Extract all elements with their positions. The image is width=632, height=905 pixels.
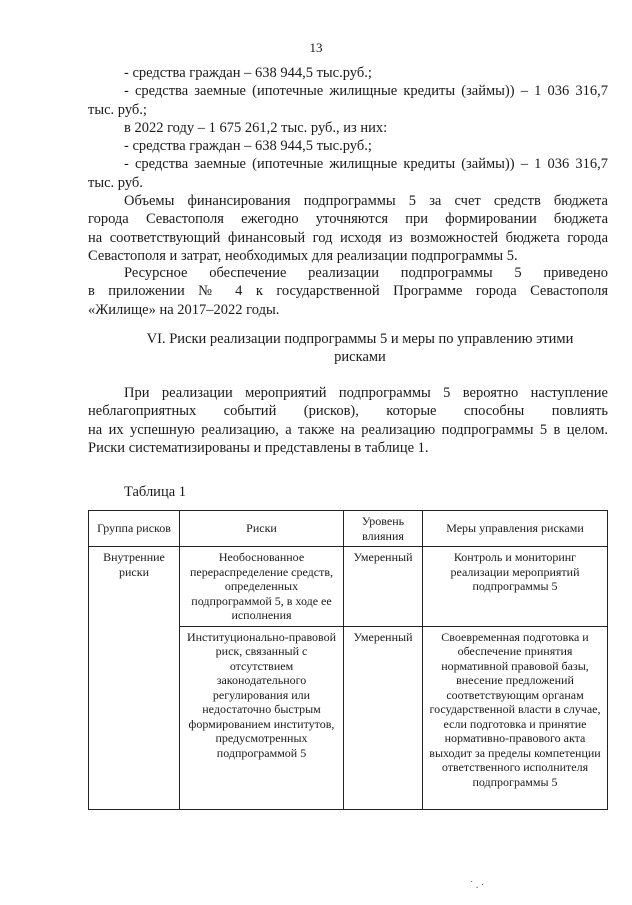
page-number: 13 xyxy=(309,40,323,55)
table-header-row xyxy=(89,511,608,547)
risks-table xyxy=(88,510,608,810)
list-item: в 2022 году – 1 675 261,2 тыс. руб., из них: xyxy=(124,119,388,136)
measures-cell: Своевременная подготовка и обеспечение принятия нормативной правовой базы, внесение предложений соответствующим органам государственной власти в случае, если подготовка и принятие нормативно-правового акта выходит за пределы компетенции ответственного исполнителя подпрограммы 5 xyxy=(423,626,608,809)
list-item: тыс. руб.; xyxy=(88,101,147,118)
paragraph-line: на соответствующий финансовый год исходя из возможностей бюджета города xyxy=(88,229,608,246)
paragraph-line: на их успешную реализацию, а также на реализацию подпрограммы 5 в целом. xyxy=(88,421,608,438)
paragraph-line: города Севастополя ежегодно уточняются при формировании бюджета xyxy=(88,211,608,228)
section-heading xyxy=(100,330,620,367)
paragraph-line: При реализации мероприятий подпрограммы 5 вероятно наступление xyxy=(124,385,608,401)
risk-group-cell: Внутренние риски xyxy=(89,547,180,810)
paragraph-financing xyxy=(88,192,608,265)
header-risks: Риски xyxy=(180,511,344,547)
impact-level-cell: Умеренный xyxy=(344,547,423,627)
risk-cell: Необоснованное перераспределение средств, определенных подпрограммой 5, в ходе ее исполнения xyxy=(180,547,344,627)
paragraph-resources xyxy=(88,264,608,319)
paragraph-line: неблагоприятных событий (рисков), которые способны повлиять xyxy=(88,403,608,420)
impact-level-cell: Умеренный xyxy=(344,626,423,809)
list-item: - средства граждан – 638 944,5 тыс.руб.; xyxy=(124,138,372,155)
paragraph-line: Севастополя и затрат, необходимых для реализации подпрограммы 5. xyxy=(88,247,518,264)
risk-cell: Институционально-правовой риск, связанный с отсутствием законодательного регулирования или недостаточно быстрым формированием институтов, предусмотренных подпрограммой 5 xyxy=(180,626,344,809)
header-risk-group: Группа рисков xyxy=(89,511,180,547)
paragraph-line: Ресурсное обеспечение реализации подпрограммы 5 приведено xyxy=(124,265,608,281)
list-item: - средства заемные (ипотечные жилищные кредиты (займы)) – 1 036 316,7 xyxy=(124,83,608,100)
paragraph-line: Риски систематизированы и представлены в таблице 1. xyxy=(88,439,429,456)
list-item: тыс. руб. xyxy=(88,174,143,191)
table-row xyxy=(89,547,608,627)
scan-specks: ˙ . · xyxy=(470,880,485,891)
paragraph-line: Объемы финансирования подпрограммы 5 за счет средств бюджета xyxy=(124,193,608,209)
heading-line: VI. Риски реализации подпрограммы 5 и меры по управлению этими xyxy=(146,331,574,347)
measures-cell: Контроль и мониторинг реализации мероприятий подпрограммы 5 xyxy=(423,547,608,627)
header-risk-measures: Меры управления рисками xyxy=(423,511,608,547)
paragraph-risks xyxy=(88,384,608,457)
funding-list xyxy=(88,64,608,192)
paragraph-line: в приложении № 4 к государственной Программе города Севастополя xyxy=(88,283,608,300)
header-impact-level: Уровень влияния xyxy=(344,511,423,547)
table-caption: Таблица 1 xyxy=(124,484,187,500)
list-item: - средства граждан – 638 944,5 тыс.руб.; xyxy=(124,65,372,81)
list-item: - средства заемные (ипотечные жилищные кредиты (займы)) – 1 036 316,7 xyxy=(124,156,608,173)
paragraph-line: «Жилище» на 2017–2022 годы. xyxy=(88,301,280,318)
heading-line: рисками xyxy=(334,349,386,366)
